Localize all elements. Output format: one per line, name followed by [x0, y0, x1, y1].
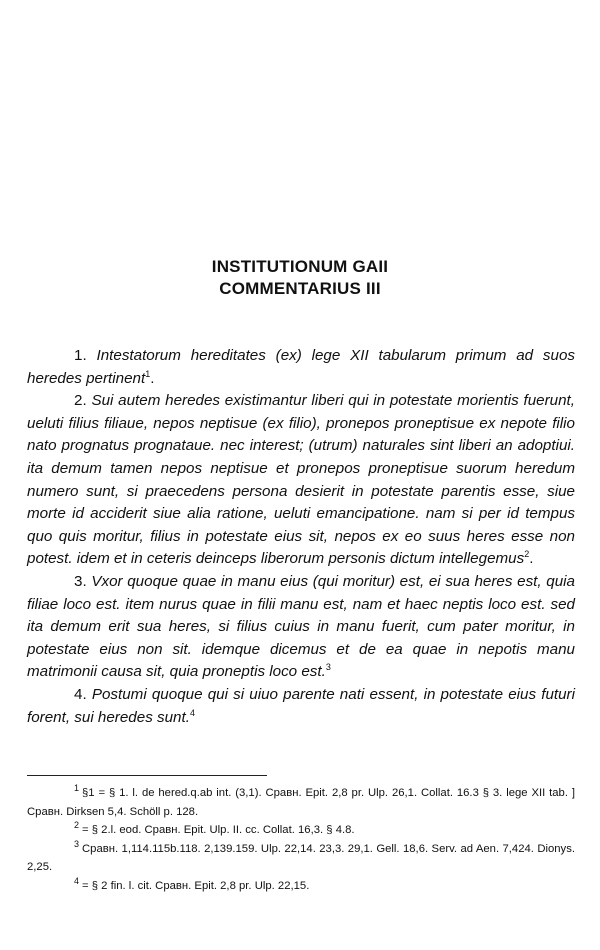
paragraph-text: Sui autem heredes existimantur liberi qui in potestate morientis fuerunt, ueluti filius filiaue, nepos neptisue (ex filio), pronepos proneptisue ex nepote filio nato prognatus prognataue. nec interest; (utrum) naturales sint liberi an adoptiui. ita demum tamen nepos neptisue et pronepos proneptisue suorum heredum numero sunt, si praecedens persona desierit in potestate parentis esse, siue morte id acciderit siue alia ratione, ueluti emancipatione. nam si per id tempus quo quis moritur, filius in potestate eius sit, nepos ex eo suus heres esse non potest. idem et in ceteris deinceps liberorum personis dictum intellegemus: [27, 392, 575, 568]
footnote-text: Сравн. 1,114.115b.118. 2,139.159. Ulp. 22,14. 23,3. 29,1. Gell. 18,6. Serv. ad Aen. 7,424. Dionys. 2,25.: [27, 842, 575, 874]
footnote-mark: 1: [74, 783, 80, 793]
footnote-text: §1 = § 1. l. de hered.q.ab int. (3,1). Сравн. Epit. 2,8 pr. Ulp. 26,1. Collat. 16.3 § 3. lege XII tab. ] Сравн. Dirksen 5,4. Schöll p. 128.: [27, 787, 575, 818]
footnotes-section: [27, 784, 575, 896]
title-line-1: INSTITUTIONUM GAII: [211, 257, 389, 276]
paragraph-3: [27, 571, 575, 684]
page-title: [0, 256, 600, 300]
paragraph-number: 3.: [74, 572, 87, 590]
footnote-mark: 4: [74, 875, 80, 886]
title-line-2: COMMENTARIUS III: [219, 279, 381, 298]
paragraph-text: Postumi quoque qui si uiuo parente nati essent, in potestate eius futuri forent, sui heredes sunt.: [27, 685, 575, 726]
footnote-4: [27, 877, 575, 896]
main-text: [27, 345, 575, 729]
footnote-3: [27, 840, 575, 877]
paragraph-text: Intestatorum hereditates (ex) lege XII tabularum primum ad suos heredes pertinent: [27, 347, 575, 387]
paragraph-tail: .: [529, 550, 534, 568]
paragraph-1: [27, 345, 575, 390]
footnote-divider: [27, 775, 267, 776]
footnote-mark: 2: [74, 820, 80, 831]
footnote-ref[interactable]: 4: [189, 707, 195, 718]
paragraph-number: 1.: [74, 347, 87, 364]
paragraph-number: 4.: [74, 685, 87, 703]
paragraph-4: [27, 684, 575, 729]
paragraph-text: Vxor quoque quae in manu eius (qui moritur) est, ei sua heres est, quia filiae loco est. item nurus quae in filii manu est, nam et haec neptis loco est. sed ita demum erit sua heres, si filius cuius in manu fuerit, cum pater moritur, in potestate eius non sit. idemque dicemus et de ea quae in nepotis manu matrimonii causa sit, quia proneptis loco est.: [27, 572, 575, 681]
footnote-2: [27, 821, 575, 840]
paragraph-number: 2.: [74, 392, 87, 410]
footnote-text: = § 2 fin. l. cit. Сравн. Epit. 2,8 pr. Ulp. 22,15.: [82, 879, 310, 892]
paragraph-tail: .: [150, 369, 155, 387]
footnote-text: = § 2.l. eod. Сравн. Epit. Ulp. II. cc. Collat. 16,3. § 4.8.: [82, 824, 355, 837]
paragraph-2: [27, 390, 575, 571]
footnote-ref[interactable]: 1: [145, 368, 151, 379]
footnote-ref[interactable]: 2: [524, 549, 530, 560]
footnote-ref[interactable]: 3: [325, 662, 331, 673]
footnote-1: [27, 784, 575, 821]
footnote-mark: 3: [74, 838, 80, 849]
